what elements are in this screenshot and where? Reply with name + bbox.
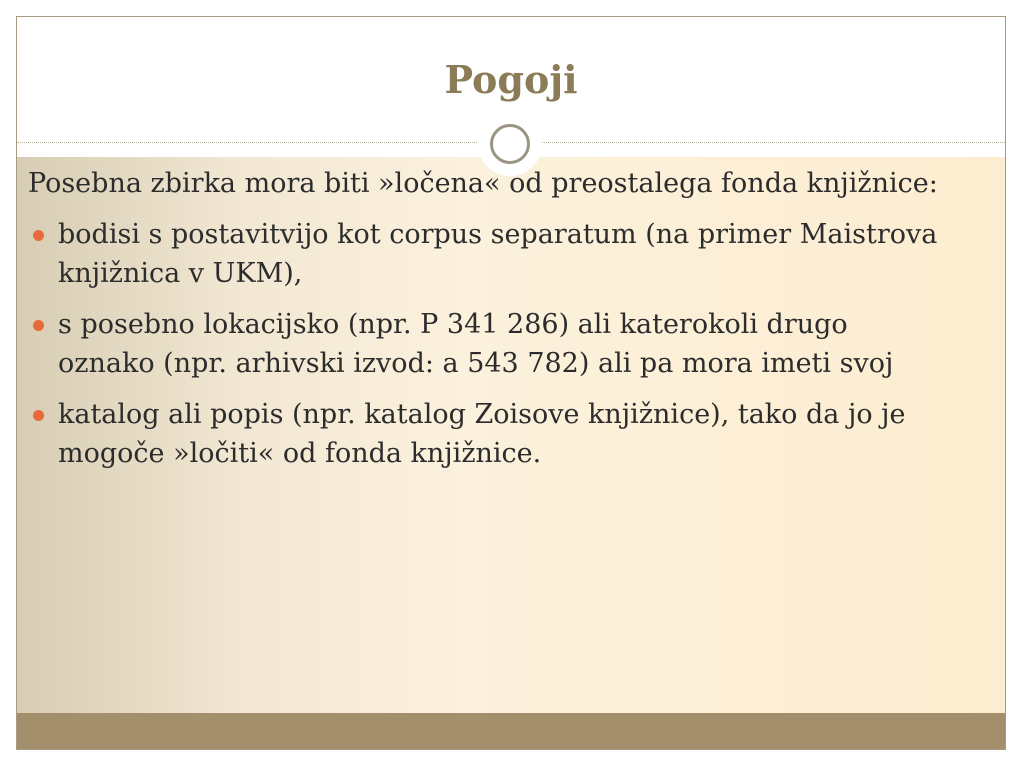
bullet-text: s posebno lokacijsko (npr. P 341 286) ali katerokoli drugo oznako (npr. arhivski izvod: a 543 782) ali pa mora imeti svoj bbox=[58, 309, 894, 379]
list-item bbox=[28, 305, 948, 383]
bullet-list bbox=[28, 215, 948, 473]
ornament-ring bbox=[490, 124, 530, 164]
bullet-text: katalog ali popis (npr. katalog Zoisove knjižnice), tako da jo je mogoče »ločiti« od fonda knjižnice. bbox=[58, 399, 906, 469]
list-item bbox=[28, 215, 948, 293]
list-item bbox=[28, 395, 948, 473]
bullet-text: bodisi s postavitvijo kot corpus separatum (na primer Maistrova knjižnica v UKM), bbox=[58, 219, 938, 289]
bullet-icon bbox=[33, 230, 44, 241]
intro-paragraph: Posebna zbirka mora biti »ločena« od preostalega fonda knjižnice: bbox=[28, 168, 938, 199]
slide-body bbox=[28, 164, 948, 485]
slide-title: Pogoji bbox=[444, 57, 578, 102]
bullet-icon bbox=[33, 320, 44, 331]
bullet-icon bbox=[33, 410, 44, 421]
footer-band bbox=[17, 713, 1005, 749]
